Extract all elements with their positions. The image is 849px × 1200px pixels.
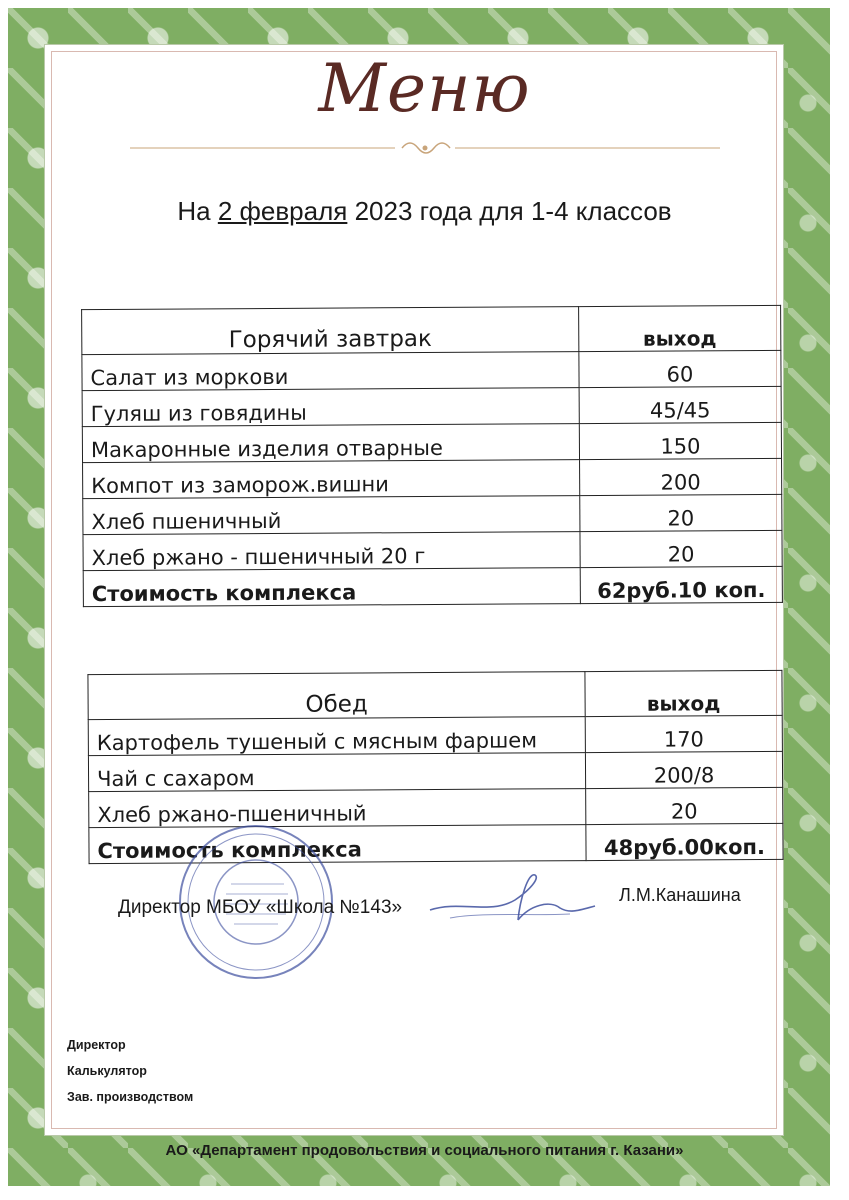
table-row bbox=[83, 530, 782, 570]
table-row bbox=[82, 350, 781, 390]
lunch-heading: Обед bbox=[88, 672, 585, 720]
dish-name: Чай с сахаром bbox=[88, 753, 585, 792]
director-signature bbox=[420, 870, 600, 930]
subtitle-date: 2 февраля bbox=[217, 196, 348, 226]
dish-name: Компот из заморож.вишни bbox=[83, 460, 580, 499]
yield-heading: выход bbox=[579, 305, 781, 351]
dish-yield: 20 bbox=[580, 494, 782, 531]
table-row bbox=[82, 422, 781, 462]
table-row bbox=[82, 386, 781, 426]
dish-yield: 170 bbox=[585, 715, 782, 752]
dish-yield: 20 bbox=[586, 787, 783, 824]
role-production-head: Зав. производством bbox=[67, 1090, 194, 1104]
table-header-row bbox=[88, 670, 782, 719]
director-name: Л.М.Канашина bbox=[619, 885, 741, 905]
total-label: Стоимость комплекса bbox=[83, 568, 580, 607]
breakfast-heading: Горячий завтрак bbox=[82, 307, 579, 355]
dish-yield: 20 bbox=[580, 530, 782, 567]
total-price: 48руб.00коп. bbox=[586, 823, 783, 860]
total-label: Стоимость комплекса bbox=[89, 825, 586, 864]
table-header-row bbox=[82, 305, 781, 354]
dish-name: Картофель тушеный с мясным фаршем bbox=[88, 717, 585, 756]
subtitle-prefix: На bbox=[177, 196, 218, 226]
dish-name: Хлеб ржано-пшеничный bbox=[89, 789, 586, 828]
role-director: Директор bbox=[67, 1038, 126, 1052]
dish-name: Салат из моркови bbox=[82, 352, 579, 391]
total-row bbox=[83, 566, 782, 606]
total-price: 62руб.10 коп. bbox=[580, 566, 782, 603]
menu-date-subtitle bbox=[0, 196, 849, 227]
yield-heading: выход bbox=[585, 670, 782, 716]
table-row bbox=[88, 715, 782, 755]
dish-yield: 200 bbox=[580, 458, 782, 495]
dish-name: Хлеб пшеничный bbox=[83, 496, 580, 535]
ornament-divider bbox=[130, 140, 720, 156]
subtitle-suffix: 2023 года для 1-4 классов bbox=[347, 196, 672, 226]
dish-name: Хлеб ржано - пшеничный 20 г bbox=[83, 532, 580, 571]
role-calculator: Калькулятор bbox=[67, 1064, 147, 1078]
dish-yield: 60 bbox=[579, 350, 781, 387]
breakfast-table bbox=[81, 305, 783, 607]
dish-yield: 45/45 bbox=[579, 386, 781, 423]
page-title: Меню bbox=[318, 50, 531, 127]
footer-organization: АО «Департамент продовольствия и социального питания г. Казани» bbox=[165, 1142, 684, 1159]
table-row bbox=[83, 494, 782, 534]
dish-yield: 150 bbox=[579, 422, 781, 459]
director-signoff-line: Директор МБОУ «Школа №143» bbox=[118, 897, 403, 918]
dish-yield: 200/8 bbox=[585, 751, 782, 788]
table-row bbox=[88, 751, 782, 791]
dish-name: Гуляш из говядины bbox=[82, 388, 579, 427]
approval-roles bbox=[67, 1032, 193, 1110]
table-row bbox=[83, 458, 782, 498]
dish-name: Макаронные изделия отварные bbox=[82, 424, 579, 463]
